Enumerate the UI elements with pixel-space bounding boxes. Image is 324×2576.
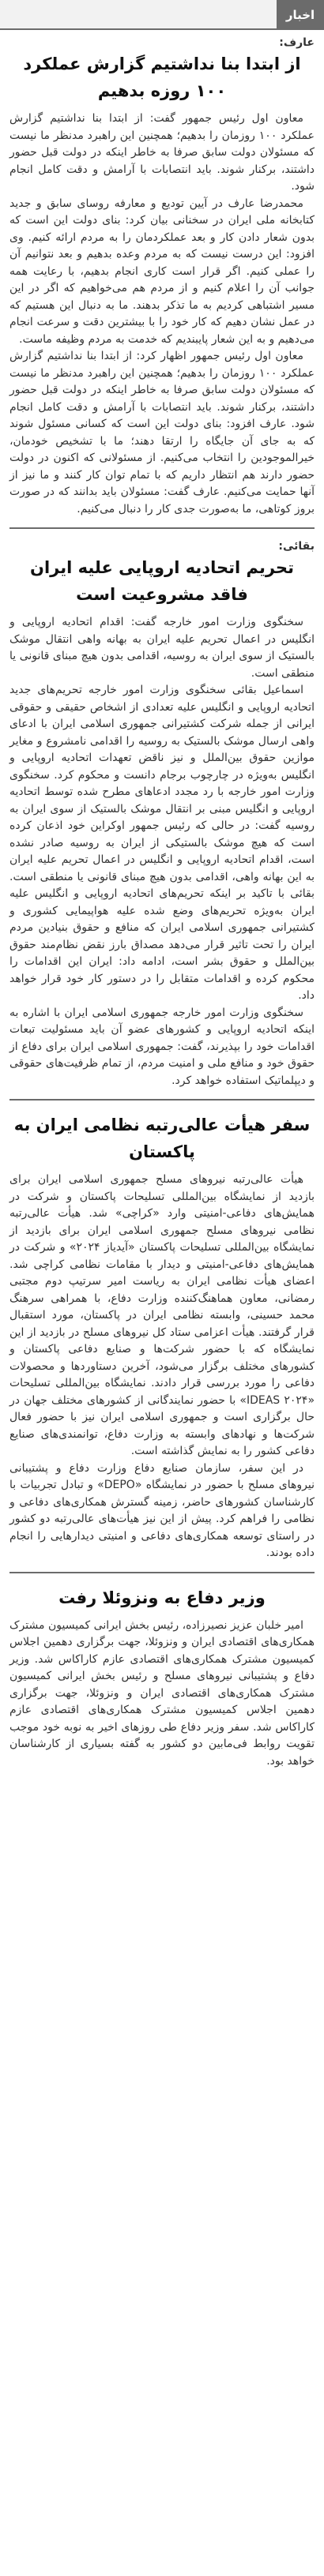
article-body (9, 614, 315, 1089)
article-headline[interactable]: از ابتدا بنا نداشتیم گزارش عملکرد ۱۰۰ روزه بدهیم (23, 54, 301, 100)
article-4 (0, 1578, 324, 1775)
article-paragraph: سخنگوی وزارت امور خارجه گفت: اقدام اتحادیه اروپایی و انگلیس در اعمال تحریم علیه ایران به بهانه واهی انتقال موشک بالستیک از سوی ایران به روسیه، اقدامی بدون هیچ مبنای قانونی یا منطقی است. (9, 616, 315, 680)
article-headline[interactable]: وزیر دفاع به ونزوئلا رفت (58, 1588, 266, 1607)
section-tab-bar (0, 0, 324, 30)
article-kicker: بقائی: (278, 540, 315, 553)
article-divider (9, 1099, 315, 1101)
article-paragraph: سخنگوی وزارت امور خارجه جمهوری اسلامی ایران با اشاره به اینکه اتحادیه اروپایی و کشورهای عضو آن باید مسئولیت تبعات اقدامات خود را بپذیرند، گفت: جمهوری اسلامی ایران برای دفاع از حقوق خود و منافع ملی و امنیت مردم، از تمام ظرفیت‌های حقوقی و دیپلماتیک استفاده خواهد کرد. (9, 1006, 315, 1087)
article-paragraph: معاون اول رئیس جمهور اظهار کرد: از ابتدا بنا نداشتیم گزارش عملکرد ۱۰۰ روزمان را بدهیم؛ همچنین این راهبرد مدنظر ما نیست که مسئولان دولت سابق صرفا به خاطر اینکه در دولت قبل حضور داشتند، برکنار شوند. باید انتصابات با آرامش و دقت کامل انجام شود. عارف افزود: بنای دولت این است که کسانی مسئول شوند که به جای آن جایگاه را ارتقا دهند؛ ما با تشخیص خودمان، خیرالموجودین را انتخاب می‌کنیم. از مسئولانی که اکنون در دولت حضور دارند هم انتظار داریم که با تمام توان کار کنند و ما نیز از آنها حمایت می‌کنیم. عارف گفت: مسئولان باید بدانند که در صورت بروز کوتاهی، ما به‌صورت جدی کار را دنبال می‌کنیم. (9, 350, 315, 516)
article-body (9, 111, 315, 518)
article-2 (0, 534, 324, 1094)
article-paragraph: امیر خلبان عزیز نصیرزاده، رئیس بخش ایرانی کمیسیون مشترک همکاری‌های اقتصادی ایران و ونزوئلا، جهت برگزاری دهمین اجلاس کمیسیون مشترک همکاری‌های اقتصادی عازم کاراکاس شد. وزیر دفاع و پشتیبانی نیروهای مسلح و رئیس بخش ایرانی کمیسیون مشترک همکاری‌های اقتصادی ایران و ونزوئلا، جهت برگزاری دهمین اجلاس کمیسیون مشترک همکاری‌های اقتصادی عازم کاراکاس شد. سفر وزیر دفاع طی روزهای اخیر به نوبه خود موجب تقویت روابط فی‌مابین دو کشور به گفته بسیاری از کارشناسان خواهد بود. (9, 1618, 315, 1768)
article-paragraph: محمدرضا عارف در آیین تودیع و معارفه روسای سابق و جدید کتابخانه ملی ایران در سخنانی بیان کرد: بنای دولت این است که بدون شعار دادن کار و بعد عملکردمان را به مردم ارائه کنیم. وی افزود: این درست نیست که به مردم وعده بدهیم و بعد نتوانیم آن را عملی کنیم. اگر قرار است کاری انجام بدهیم، با رعایت همه جوانب آن را اعلام کنیم و از مردم هم می‌خواهیم که اگر در این مسیر اشتباهی کردیم به ما تذکر بدهند. ما به دنبال این هستیم که در عمل نشان دهیم که کار خود را با بیشترین دقت و سرعت انجام می‌دهیم و به این شعار پایبندیم که خدمت به مردم وظیفه ماست. (9, 197, 315, 346)
article-headline[interactable]: سفر هیأت عالی‌رتبه نظامی ایران به پاکستان (13, 1116, 311, 1161)
article-3 (0, 1105, 324, 1567)
article-kicker: عارف: (279, 36, 315, 49)
article-headline[interactable]: تحریم اتحادیه اروپایی علیه ایران فاقد مشروعیت است (30, 558, 294, 604)
article-1 (0, 30, 324, 523)
article-divider (9, 527, 315, 529)
article-divider (9, 1572, 315, 1573)
article-paragraph: هیأت عالی‌رتبه نیروهای مسلح جمهوری اسلامی ایران برای بازدید از نمایشگاه بین‌المللی تسلیحات پاکستان و شرکت در همایش‌های دفاعی-امنیتی وارد «کراچی» شد. هیأت عالی‌رتبه نظامی نیروهای مسلح جمهوری اسلامی ایران برای بازدید از نمایشگاه بین‌المللی تسلیحات پاکستان «آیدیاز ۲۰۲۴» و شرکت در همایش‌های دفاعی-امنیتی و دیدار با مقامات نظامی کراچی شد. اعضای هیأت نظامی ایران به ریاست امیر سرتیپ دوم مجتبی رمضانی، معاون هماهنگ‌کننده وزارت دفاع، با همراهی سرهنگ محمد حسینی، وابسته نظامی ایران در پاکستان، مورد استقبال قرار گرفتند. هیأت اعزامی ستاد کل نیروهای مسلح در بازدید از این نمایشگاه که با حضور شرکت‌ها و صنایع دفاعی پاکستان و کشورهای مختلف برگزار می‌شود، آخرین دستاوردها و محصولات دفاعی را مورد بررسی قرار دادند. نمایشگاه بین‌المللی تسلیحات «IDEAS ۲۰۲۴» با حضور نمایندگانی از کشورهای مختلف جهان در حال برگزاری است و جمهوری اسلامی ایران نیز با حضور فعال شرکت‌ها و نهادهای وابسته به وزارت دفاع، توانمندی‌های صنایع دفاعی کشور را به نمایش گذاشته است. (9, 1173, 315, 1457)
article-body (9, 1172, 315, 1562)
article-paragraph: در این سفر، سازمان صنایع دفاع وزارت دفاع و پشتیبانی نیروهای مسلح با حضور در نمایشگاه «DEPO» و تبادل تجربیات با کارشناسان کشورهای حاضر، زمینه گسترش همکاری‌های دفاعی و نظامی را فراهم کرد. پیش از این نیز هیأت‌های عالی‌رتبه دو کشور در راستای توسعه همکاری‌های دفاعی و امنیتی دیدارهایی را انجام داده بودند. (9, 1461, 315, 1559)
article-body (9, 1618, 315, 1771)
article-paragraph: معاون اول رئیس جمهور گفت: از ابتدا بنا نداشتیم گزارش عملکرد ۱۰۰ روزمان را بدهیم؛ همچنین این راهبرد مدنظر ما نیست که مسئولان دولت سابق صرفا به خاطر اینکه در دولت قبل حضور داشتند، برکنار شوند. باید انتصابات با آرامش و دقت کامل انجام شود. (9, 112, 315, 193)
article-paragraph: اسماعیل بقائی سخنگوی وزارت امور خارجه تحریم‌های جدید اتحادیه اروپایی و انگلیس علیه تعدادی از اشخاص حقیقی و حقوقی ایرانی از جمله شرکت کشتیرانی جمهوری اسلامی ایران با ادعای واهی ارسال موشک بالستیک به روسیه را اقدامی نامشروع و مغایر موازین حقوق بین‌الملل و نیز ناقض تعهدات اتحادیه اروپایی و انگلیس به‌ویژه در چارچوب برجام دانست و محکوم کرد. سخنگوی وزارت امور خارجه با رد مجدد ادعاهای مطرح شده توسط اتحادیه اروپایی و انگلیس مبنی بر انتقال موشک بالستیک از سوی ایران به روسیه گفت: در حالی که رئیس جمهور اوکراین خود اذعان کرده است که هیچ موشک بالستیکی از ایران به روسیه صادر نشده است، اقدام اتحادیه اروپایی و انگلیس در اعمال تحریم علیه ایران به این بهانه واهی، اقدامی بدون هیچ مبنای قانونی یا منطقی است. بقائی با تاکید بر اینکه تحریم‌های اتحادیه اروپایی و انگلیس علیه ایران به‌ویژه تحریم‌های وضع شده علیه هواپیمایی کشوری و کشتیرانی جمهوری اسلامی ایران که منافع و حقوق بنیادین مردم ایران را تحت تاثیر قرار می‌دهد مصداق بارز نقض نظام‌مند حقوق بین‌الملل و حقوق بشر است، ادامه داد: ایران این اقدامات را محکوم کرده و اقدامات متقابل را در دستور کار خود قرار خواهد داد. (9, 684, 315, 1002)
section-tab-news[interactable]: اخبار (277, 0, 324, 30)
